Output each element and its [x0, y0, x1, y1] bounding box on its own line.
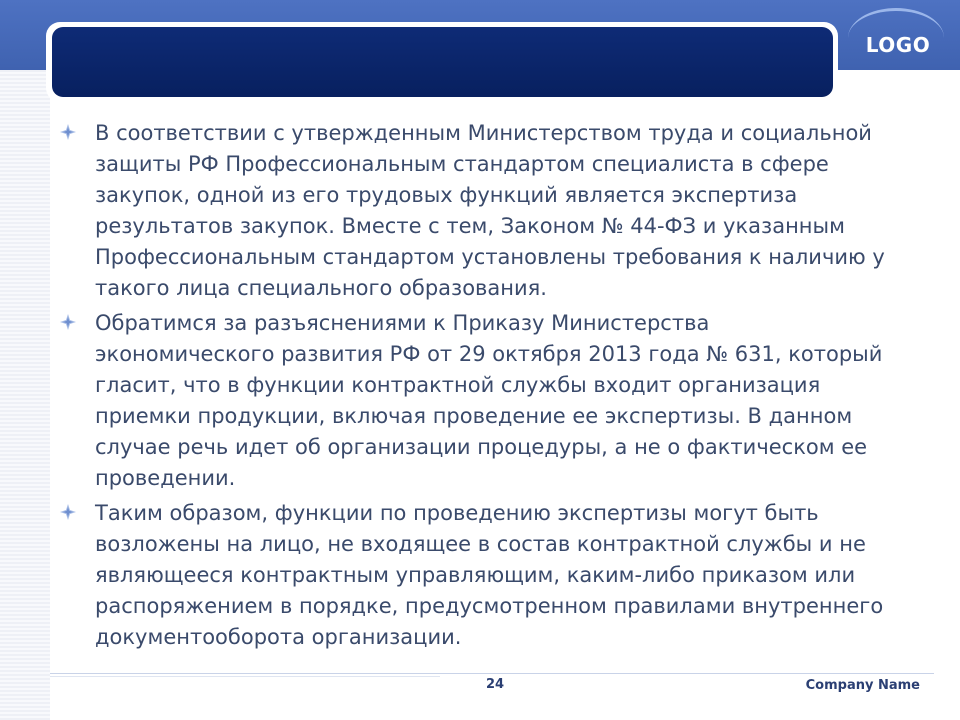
- bullet-text: В соответствии с утвержденным Министерством труда и социальной защиты РФ Профессиональным стандартом специалиста в сфере закупок, одной из его трудовых функций является экспертиза результатов закупок. Вместе с тем, Законом № 44-ФЗ и указанным Профессиональным стандартом установлены требования к наличию у такого лица специального образования.: [95, 121, 885, 300]
- footer-divider: [50, 673, 934, 674]
- list-item: [58, 498, 888, 653]
- list-item: [58, 308, 888, 494]
- footer-divider-secondary: [50, 676, 440, 677]
- page-number: 24: [485, 677, 505, 692]
- left-decor-stripes: [0, 70, 50, 720]
- slide-title-bar: [52, 27, 833, 97]
- bullet-text: Обратимся за разъяснениями к Приказу Министерства экономического развития РФ от 29 октября 2013 года № 631, который гласит, что в функции контрактной службы входит организация приемки продукции, включая проведение ее экспертизы. В данном случае речь идет об организации процедуры, а не о фактическом ее проведении.: [95, 311, 883, 490]
- bullet-text: Таким образом, функции по проведению экспертизы могут быть возложены на лицо, не входящее в состав контрактной службы и не являющееся контрактным управляющим, каким-либо приказом или распоряжением в порядке, предусмотренном правилами внутреннего документооборота организации.: [95, 501, 884, 649]
- diamond-bullet-icon: [60, 314, 76, 330]
- diamond-bullet-icon: [60, 124, 76, 140]
- diamond-bullet-icon: [60, 504, 76, 520]
- logo: LOGO: [865, 33, 931, 57]
- slide-content: [58, 118, 888, 657]
- company-name: Company Name: [805, 678, 920, 693]
- list-item: [58, 118, 888, 304]
